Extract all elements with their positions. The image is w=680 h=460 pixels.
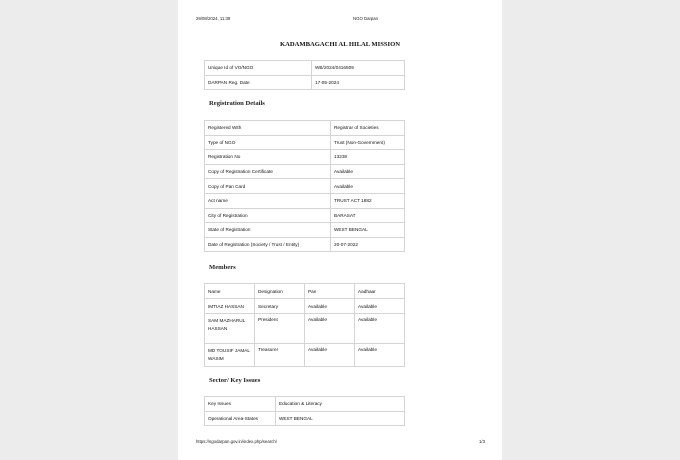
table-row (205, 299, 405, 314)
table-row (205, 150, 405, 165)
sector-label: Key Issues (205, 397, 276, 412)
table-row (205, 344, 405, 367)
footer-url: https://ngodarpan.gov.in/index.php/search/ (196, 439, 277, 444)
document-page (178, 0, 502, 460)
member-designation: Treasurer (255, 344, 305, 367)
column-header-pan: Pan (305, 284, 355, 299)
registration-label: Copy of Registration Certificate (205, 164, 331, 179)
table-row (205, 121, 405, 136)
registration-label: Copy of Pan Card (205, 179, 331, 194)
member-aadhaar: Available (355, 299, 405, 314)
sector-value: Education & Literacy (276, 397, 405, 412)
registration-value: Available (331, 164, 405, 179)
sector-table (204, 396, 405, 426)
member-pan: Available (305, 344, 355, 367)
table-row (205, 237, 405, 252)
member-name: MD TOUSIF JAMAL WASIM (205, 344, 255, 367)
table-header-row (205, 284, 405, 299)
print-datetime: 29/08/2024, 11:39 (196, 16, 231, 21)
members-table (204, 283, 405, 367)
column-header-name: Name (205, 284, 255, 299)
registration-value: WEST BENGAL (331, 223, 405, 238)
registration-label: City of Registration (205, 208, 331, 223)
member-aadhaar: Available (355, 344, 405, 367)
table-row (205, 75, 405, 90)
members-heading: Members (209, 264, 236, 271)
registration-value: 20-07-2022 (331, 237, 405, 252)
table-row (205, 179, 405, 194)
registration-value: Registrar of Societies (331, 121, 405, 136)
registration-value: 13238 (331, 150, 405, 165)
table-row (205, 223, 405, 238)
table-row (205, 314, 405, 344)
member-designation: Secretary (255, 299, 305, 314)
column-header-designation: Designation (255, 284, 305, 299)
member-aadhaar: Available (355, 314, 405, 344)
column-header-aadhaar: Aadhaar (355, 284, 405, 299)
registration-value: Available (331, 179, 405, 194)
sector-value: WEST BENGAL (276, 411, 405, 426)
member-pan: Available (305, 299, 355, 314)
registration-table (204, 120, 405, 252)
table-row (205, 164, 405, 179)
registration-label: Date of Registration (Society / Trust / Entity) (205, 237, 331, 252)
page-title: KADAMBAGACHI AL HILAL MISSION (280, 41, 400, 48)
print-site-name: NGO Darpan (353, 16, 379, 21)
table-row (205, 135, 405, 150)
registration-value: TRUST ACT 1882 (331, 193, 405, 208)
registration-label: Type of NGO (205, 135, 331, 150)
table-row (205, 208, 405, 223)
basic-label: DARPAN Reg. Date (205, 75, 312, 90)
member-pan: Available (305, 314, 355, 344)
member-designation: President (255, 314, 305, 344)
table-row (205, 397, 405, 412)
basic-label: Unique Id of VO/NGO (205, 61, 312, 76)
basic-info-table (204, 60, 405, 90)
member-name: SAM MAZHARUL HASSAN (205, 314, 255, 344)
registration-heading: Registration Details (209, 100, 265, 107)
table-row (205, 61, 405, 76)
basic-value: 17-05-2024 (312, 75, 405, 90)
registration-value: BARASAT (331, 208, 405, 223)
registration-label: Act name (205, 193, 331, 208)
registration-label: State of Registration (205, 223, 331, 238)
registration-label: Registered With (205, 121, 331, 136)
table-row (205, 411, 405, 426)
registration-value: Trust (Non-Government) (331, 135, 405, 150)
member-name: IMTIAZ HASSAN (205, 299, 255, 314)
sector-label: Operational Area-States (205, 411, 276, 426)
table-row (205, 193, 405, 208)
sector-heading: Sector/ Key Issues (209, 377, 261, 384)
basic-value: WB/2024/0416509 (312, 61, 405, 76)
registration-label: Registration No (205, 150, 331, 165)
page-number: 1/3 (479, 439, 485, 444)
